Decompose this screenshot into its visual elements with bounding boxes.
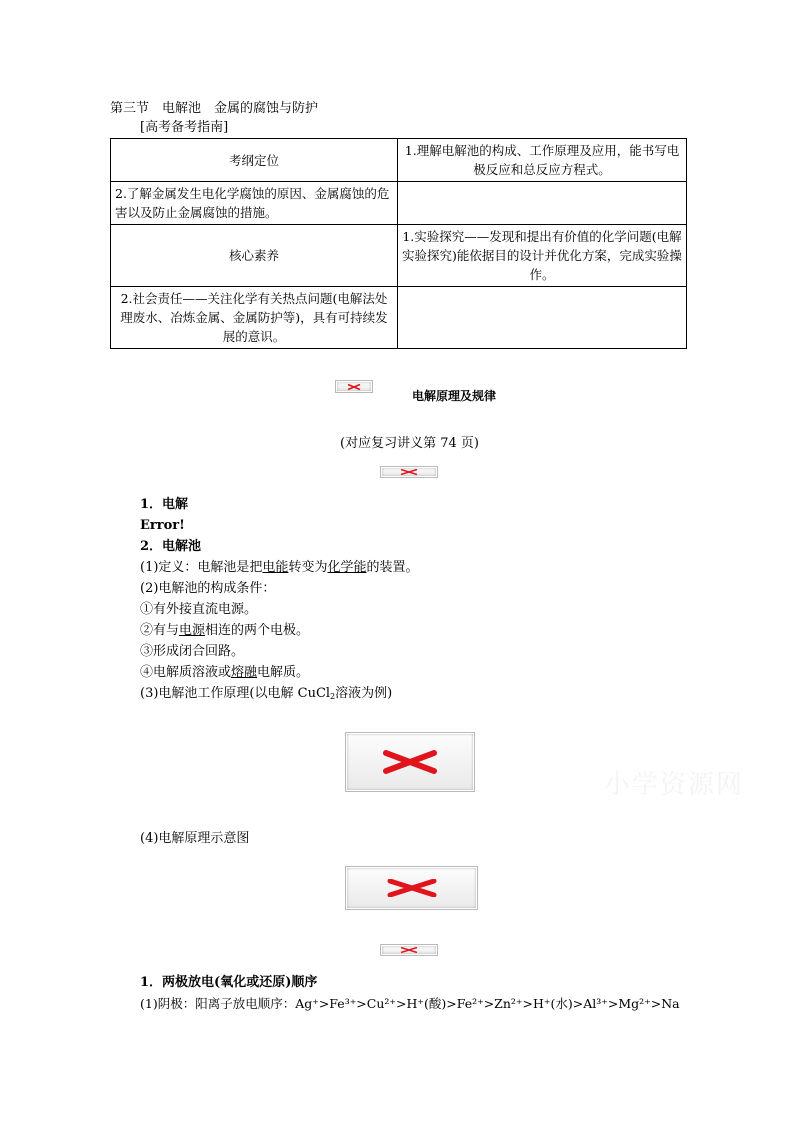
- condition-4-term: 熔融: [231, 665, 258, 680]
- broken-image-icon: [380, 466, 438, 478]
- condition-2-term: 电源: [179, 623, 206, 638]
- conditions-title: (2)电解池的构成条件：: [140, 581, 276, 596]
- guide-cell-empty-2: [398, 287, 687, 349]
- rule-title: 1．两极放电(氧化或还原)顺序: [140, 975, 318, 990]
- guide-cell-literacy-2: 2.社会责任——关注化学有关热点问题(电解法处理废水、冶炼金属、金属防护等)，具有可持续发展的意识。: [111, 287, 398, 349]
- watermark: 小学资源网: [604, 770, 745, 800]
- broken-image-icon: [380, 944, 438, 956]
- broken-image-icon: [345, 866, 478, 910]
- principle-title: (3)电解池工作原理(以电解 CuCl$_2$溶液为例): [140, 686, 393, 701]
- guide-cell-positioning-2: 2.了解金属发生电化学腐蚀的原因、金属腐蚀的危害以及防止金属腐蚀的措施。: [111, 182, 398, 225]
- guide-cell-empty-1: [398, 182, 687, 225]
- broken-image-icon: [335, 380, 373, 393]
- broken-image-icon: [345, 732, 475, 792]
- guide-label: [高考备考指南]: [140, 120, 229, 135]
- topic-heading: 电解原理及规律: [412, 389, 497, 403]
- reference-line: (对应复习讲义第 74 页): [340, 436, 479, 451]
- guide-cell-positioning-label: 考纲定位: [111, 139, 398, 182]
- definition-term-chemical-energy: 化学能: [327, 560, 367, 575]
- guide-cell-literacy-1: 1.实验探究——发现和提出有价值的化学问题(电解实验探究)能依据目的设计并优化方案，完成实验操作。: [398, 225, 687, 287]
- guide-cell-positioning-1: 1.理解电解池的构成、工作原理及应用，能书写电极反应和总反应方程式。: [398, 139, 687, 182]
- definition-line: (1)定义：电解池是把电能转变为化学能的装置。: [140, 560, 419, 575]
- condition-1: ①有外接直流电源。: [140, 602, 258, 617]
- section-title: 第三节 电解池 金属的腐蚀与防护: [110, 101, 319, 116]
- condition-2: ②有与电源相连的两个电极。: [140, 623, 310, 638]
- definition-term-electric-energy: 电能: [262, 560, 289, 575]
- item-1-title: 1．电解: [140, 497, 189, 512]
- diagram-title: (4)电解原理示意图: [140, 831, 250, 846]
- condition-4: ④电解质溶液或熔融电解质。: [140, 665, 310, 680]
- guide-table: [110, 138, 687, 349]
- condition-3: ③形成闭合回路。: [140, 644, 245, 659]
- error-text: Error!: [140, 518, 185, 533]
- item-2-title: 2．电解池: [140, 539, 202, 554]
- guide-cell-literacy-label: 核心素养: [111, 225, 398, 287]
- cathode-order: (1)阴极：阳离子放电顺序：Ag⁺>Fe³⁺>Cu²⁺>H⁺(酸)>Fe²⁺>Zn²⁺>H⁺(水)>Al³⁺>Mg²⁺>Na: [140, 996, 680, 1011]
